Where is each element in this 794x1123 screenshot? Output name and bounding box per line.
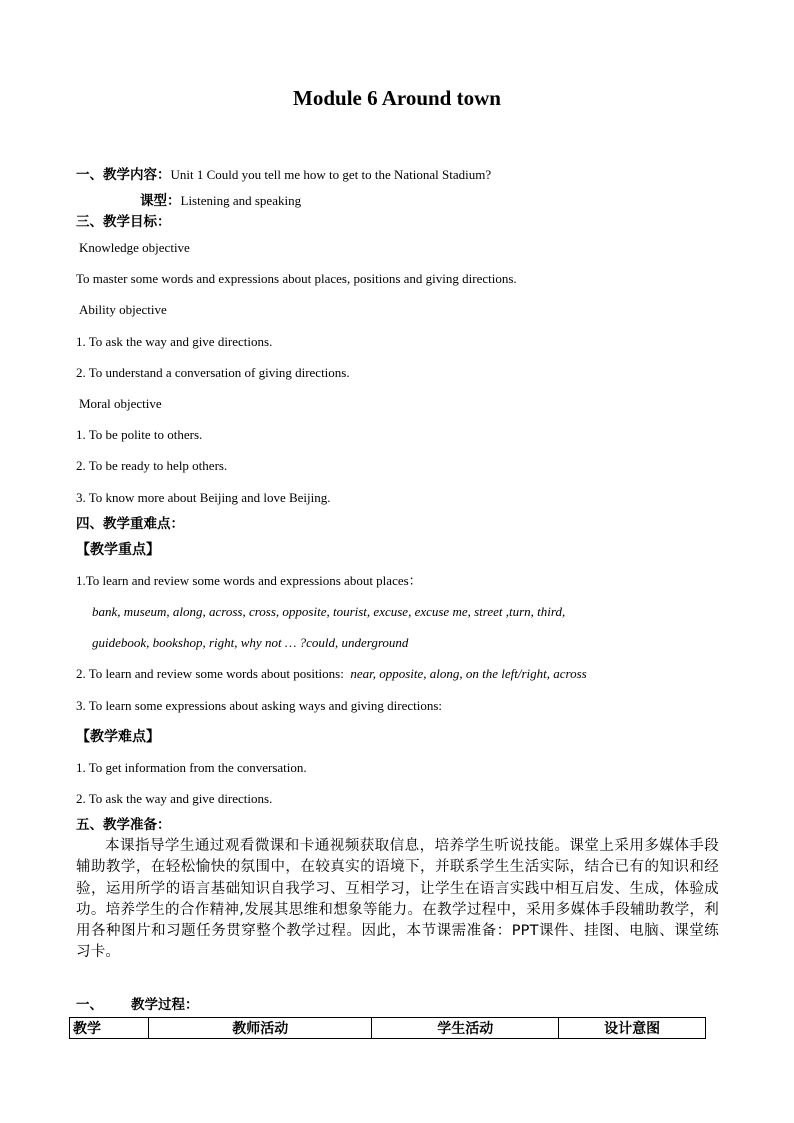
key-points-heading: 四、教学重难点：	[76, 516, 184, 532]
difficult-item: 1. To get information from the conversation.	[76, 760, 307, 775]
knowledge-label: Knowledge objective	[79, 240, 190, 255]
moral-item: 3. To know more about Beijing and love Beijing.	[76, 490, 331, 505]
column-header-intent: 设计意图	[559, 1018, 706, 1039]
type-line	[140, 193, 301, 209]
column-header-stage: 教学	[70, 1018, 149, 1039]
ability-label: Ability objective	[79, 302, 167, 317]
preparation-heading: 五、教学准备：	[76, 817, 171, 833]
objectives-heading: 三、教学目标：	[76, 214, 171, 230]
process-heading-text: 教学过程：	[131, 997, 199, 1013]
process-heading-num: 一、	[76, 997, 103, 1013]
content-unit: Unit 1 Could you tell me how to get to the National Stadium?	[170, 167, 492, 182]
knowledge-text: To master some words and expressions about places, positions and giving directions.	[76, 271, 517, 286]
moral-item: 2. To be ready to help others.	[76, 458, 228, 473]
moral-item: 1. To be polite to others.	[76, 427, 203, 442]
key-item: 3. To learn some expressions about asking ways and giving directions:	[76, 698, 443, 713]
content-heading: 一、教学内容：	[76, 167, 171, 183]
key-words-line: bank, museum, along, across, cross, opposite, tourist, excuse, excuse me, street ,turn, third,	[92, 604, 566, 619]
type-value: Listening and speaking	[180, 193, 302, 208]
key-item2-words: near, opposite, along, on the left/right, across	[350, 666, 587, 681]
type-label: 课型：	[140, 193, 181, 209]
content-line	[76, 167, 491, 183]
ability-item: 1. To ask the way and give directions.	[76, 334, 273, 349]
process-table	[69, 1017, 706, 1039]
key-item: 1.To learn and review some words and expressions about places：	[76, 573, 422, 588]
key-item	[76, 666, 587, 682]
key-words-line: guidebook, bookshop, right, why not … ?could, underground	[92, 635, 409, 650]
key-label: 【教学重点】	[76, 542, 160, 558]
column-header-student: 学生活动	[372, 1018, 559, 1039]
column-header-teacher: 教师活动	[149, 1018, 372, 1039]
document-title: Module 6 Around town	[293, 86, 501, 110]
difficult-item: 2. To ask the way and give directions.	[76, 791, 273, 806]
table-header-row	[70, 1018, 706, 1039]
difficult-label: 【教学难点】	[76, 729, 160, 745]
moral-label: Moral objective	[79, 396, 162, 411]
key-item2-prefix: 2. To learn and review some words about positions:	[76, 666, 344, 681]
preparation-paragraph: 本课指导学生通过观看微课和卡通视频获取信息，培养学生听说技能。课堂上采用多媒体手段辅助教学，在轻松愉快的氛围中，在较真实的语境下，并联系学生生活实际，结合已有的知识和经验，运用所学的语言基础知识自我学习、互相学习，让学生在语言实践中相互启发、生成，体验成功。培养学生的合作精神,发展其思维和想象等能力。在教学过程中，采用多媒体手段辅助教学，利用各种图片和习题任务贯穿整个教学过程。因此，本节课需准备：PPT课件、挂图、电脑、课堂练习卡。	[76, 838, 719, 961]
ability-item: 2. To understand a conversation of giving directions.	[76, 365, 350, 380]
